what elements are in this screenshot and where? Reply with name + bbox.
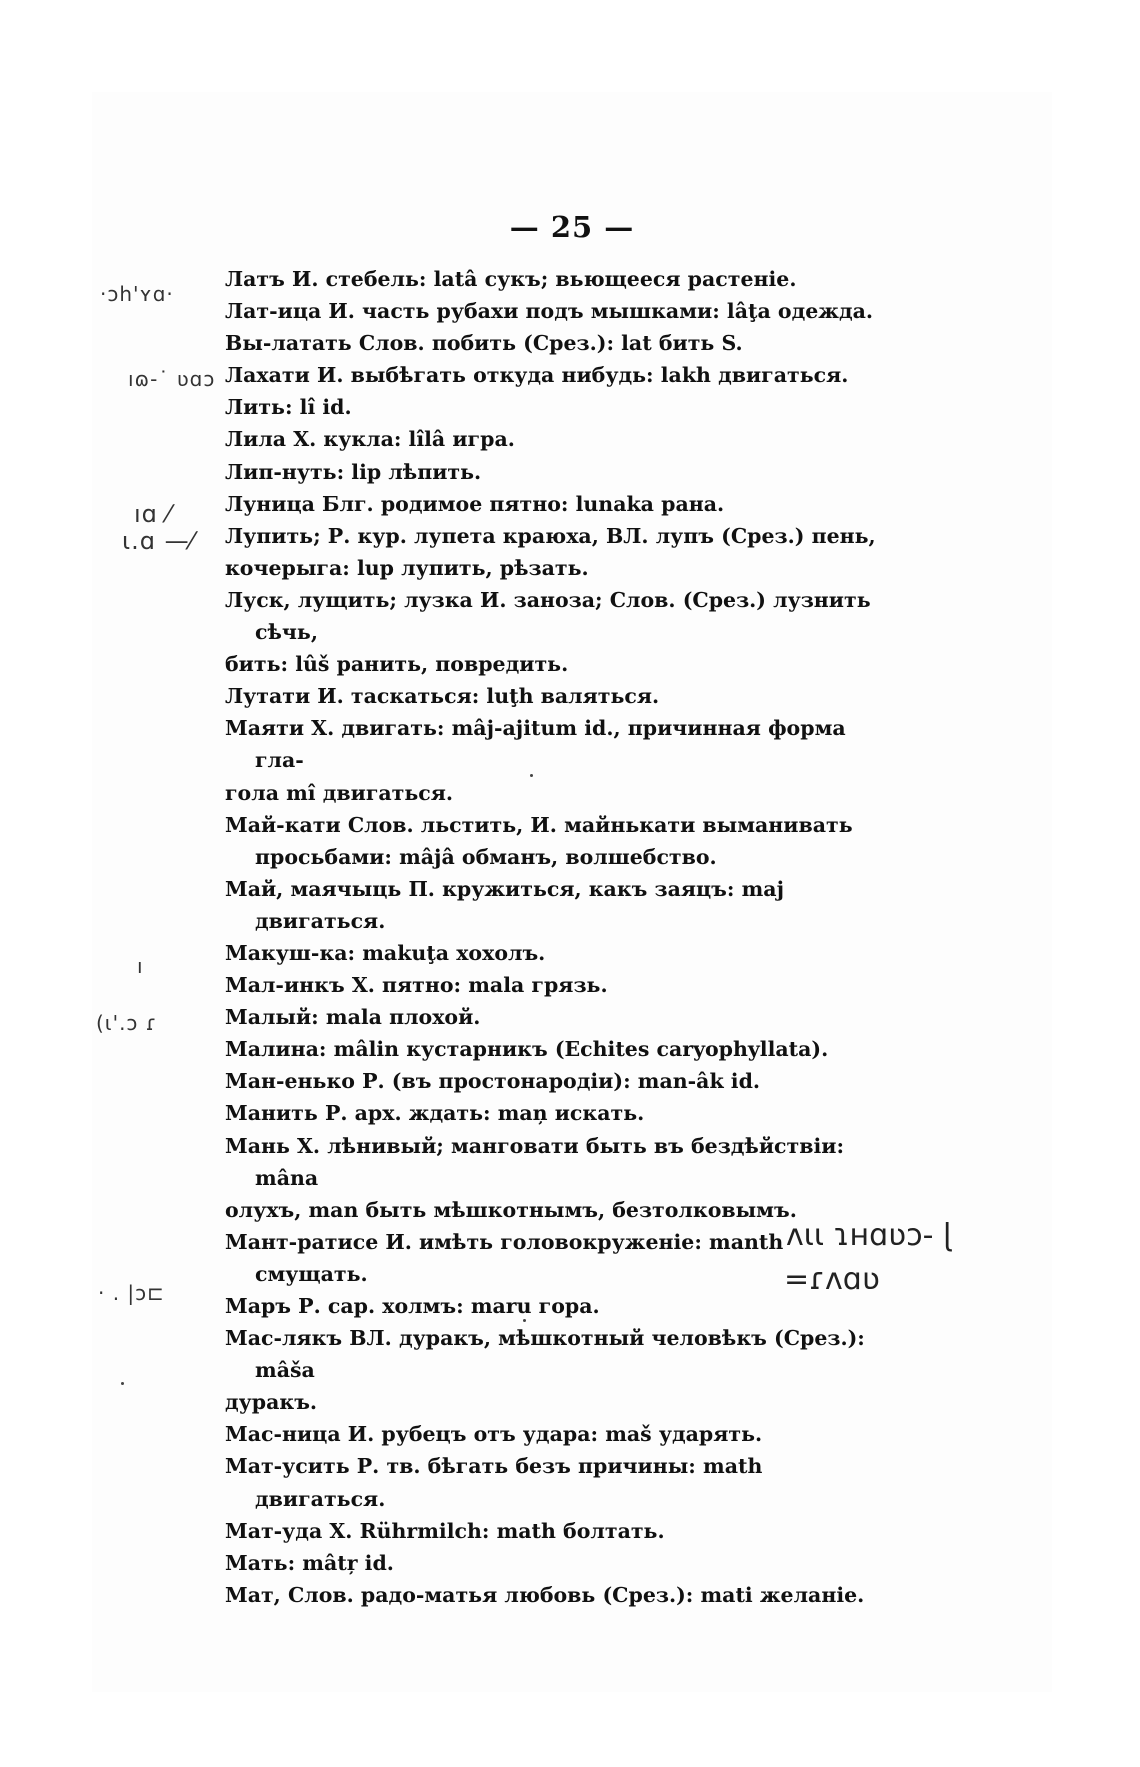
entry-line: Малый: mala плохой. (225, 1005, 481, 1030)
dictionary-entry (225, 1001, 885, 1033)
dictionary-entry (225, 809, 885, 873)
entry-line: Маръ Р. сар. холмъ: maru гора. (225, 1294, 600, 1318)
entry-line: Май, маячыць П. кружиться, какъ заяцъ: maj двигаться. (225, 876, 784, 933)
dictionary-entry (225, 1097, 885, 1129)
dictionary-entry (225, 295, 885, 327)
entry-continuation: бить: lûš ранить, повредить. (225, 652, 569, 677)
dictionary-entry (225, 680, 885, 712)
dictionary-entry (225, 520, 885, 584)
dictionary-entry (225, 263, 885, 295)
handwritten-annotation: =ɾʌɑʋ (784, 1262, 880, 1297)
dictionary-entry (225, 327, 885, 359)
margin-annotation: ı (137, 954, 144, 978)
dictionary-entry (225, 1547, 885, 1579)
dictionary-entry (225, 969, 885, 1001)
entry-line: Лупить; Р. кур. лупета краюха, ВЛ. лупъ (Срез.) пень, (225, 523, 876, 548)
entry-line: Лат-ица И. часть рубахи подъ мышками: lâţa одежда. (225, 299, 874, 324)
margin-annotation: ıɑ ⁄ (134, 500, 172, 528)
dictionary-entry (225, 456, 885, 488)
dictionary-entry (225, 1579, 885, 1611)
dictionary-entry (225, 359, 885, 391)
entry-line: Мал-инкъ Х. пятно: mala грязь. (225, 973, 608, 998)
dictionary-entry (225, 937, 885, 969)
entry-line: Лахати И. выбѣгать откуда нибудь: lakh двигаться. (225, 363, 849, 388)
dictionary-entry (225, 1033, 885, 1065)
entry-line: Малина: mâlin кустарникъ (Echites caryophyllata). (225, 1037, 829, 1062)
handwritten-annotation: ʌɩɩ ɿʜɑʋɔ- ɭ (786, 1218, 952, 1253)
dictionary-entry (225, 488, 885, 520)
entry-line: Манить Р. арх. ждать: maņ искать. (225, 1101, 645, 1126)
entry-continuation: олухъ, man быть мѣшкотнымъ, бeзтолковымъ. (225, 1197, 797, 1222)
entry-line: Мат-усить Р. тв. бѣгать безъ причины: math двигаться. (225, 1454, 763, 1511)
entry-line: Лить: lî id. (225, 395, 352, 420)
entry-line: Ман-енько Р. (въ простонародіи): man-âk id. (225, 1069, 761, 1094)
entry-line: Маяти Х. двигать: mâj-ajitum id., причинная форма гла- (225, 716, 846, 773)
dictionary-entry (225, 712, 885, 808)
entry-continuation: гола mî двигаться. (225, 780, 454, 805)
entry-continuation: кочерыга: lup лупить, рѣзать. (225, 555, 589, 580)
dictionary-entry (225, 423, 885, 455)
entry-line: Лила Х. кукла: lîlâ игра. (225, 427, 515, 452)
entry-line: Мать: mâtŗ id. (225, 1550, 394, 1575)
entry-line: Май-кати Слов. льстить, И. майнькати выманивать просьбами: mâjâ обманъ, волшебство. (225, 812, 853, 869)
dictionary-entries (225, 263, 885, 1611)
page-number: — 25 — (509, 210, 635, 244)
entry-line: Мант-ратисе И. имѣть головокруженіе: manth смущать. (225, 1229, 784, 1286)
dictionary-entry (225, 1065, 885, 1097)
dictionary-entry (225, 873, 885, 937)
entry-line: Мат-уда Х. Rührmilch: math болтать. (225, 1518, 665, 1543)
margin-annotation: ıɷ-˙ ʋɑɔ (128, 367, 216, 391)
entry-line: Мас-лякъ ВЛ. дуракъ, мѣшкотный человѣкъ (Срез.): mâša (225, 1326, 865, 1383)
dictionary-entry (225, 391, 885, 423)
ink-speck (523, 1319, 526, 1322)
dictionary-entry (225, 1322, 885, 1418)
entry-line: Лутати И. таскаться: luţh валяться. (225, 684, 660, 709)
entry-line: Мас-ница И. рубецъ отъ удара: maš ударять. (225, 1422, 763, 1447)
margin-annotation: ·ɔh'ʏɑ· (100, 282, 174, 306)
entry-continuation: дуракъ. (225, 1390, 318, 1415)
entry-line: Луница Блг. родимое пятно: lunaka рана. (225, 491, 725, 516)
ink-speck (530, 774, 533, 777)
margin-annotation: (ɩ'.ɔ ɾ (96, 1011, 158, 1035)
dictionary-entry (225, 584, 885, 680)
margin-annotation: · . |ɔ⊏ (98, 1281, 165, 1305)
entry-line: Лип-нуть: lip лѣпить. (225, 459, 482, 484)
entry-line: Мань Х. лѣнивый; манговати быть въ бездѣйствіи: mâna (225, 1133, 845, 1190)
dictionary-entry (225, 1418, 885, 1450)
margin-annotation: ɩ.ɑ —⁄ (122, 527, 195, 555)
entry-line: Латъ И. стебель: latâ сукъ; вьющееся растеніе. (225, 267, 797, 291)
entry-line: Макуш-ка: makuţa хохолъ. (225, 940, 546, 965)
dictionary-entry (225, 1515, 885, 1547)
scanned-page (92, 92, 1052, 1692)
entry-line: Луск, лущить; лузка И. заноза; Слов. (Срез.) лузнить сѣчь, (225, 587, 871, 645)
ink-speck (121, 1382, 124, 1385)
entry-line: Мат, Слов. радо-матья любовь (Срез.): mati желаніе. (225, 1582, 865, 1607)
dictionary-entry (225, 1130, 885, 1226)
entry-line: Вы-латать Слов. побить (Срез.): lat бить S. (225, 331, 743, 356)
dictionary-entry (225, 1450, 885, 1514)
